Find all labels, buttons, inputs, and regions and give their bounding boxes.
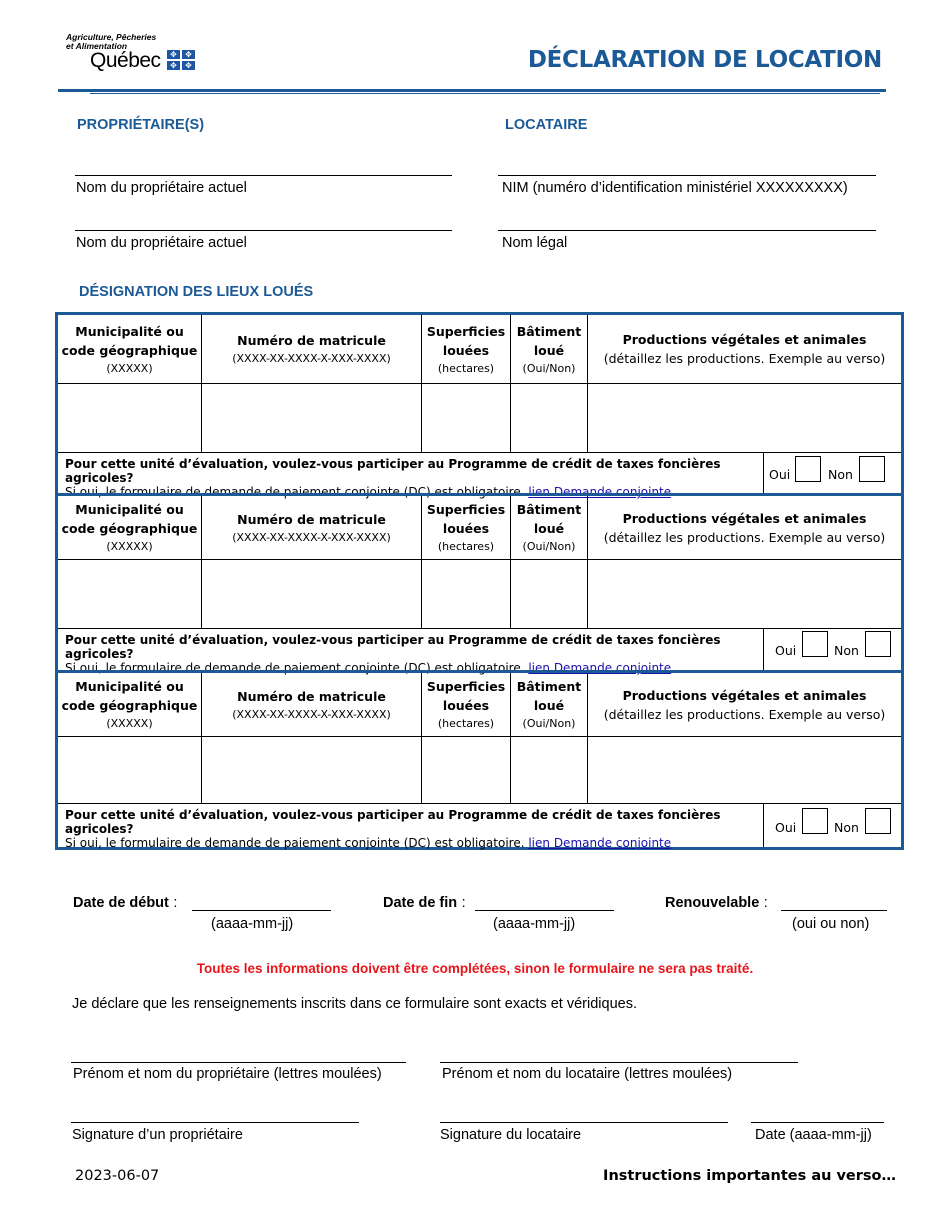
colon: : bbox=[173, 895, 178, 911]
input-area[interactable] bbox=[422, 384, 511, 453]
tax-credit-question: Pour cette unité d’évaluation, voulez-vous participer au Programme de crédit de taxes foncières agricoles? bbox=[65, 633, 721, 661]
input-productions[interactable] bbox=[588, 384, 901, 453]
fleur-de-lis-flag-icon bbox=[167, 50, 195, 70]
col-header-hint: (Oui/Non) bbox=[522, 717, 576, 730]
col-header-building bbox=[511, 496, 588, 560]
joint-request-link[interactable]: lien Demande conjointe bbox=[528, 836, 672, 850]
col-header-productions bbox=[588, 673, 901, 737]
document-title: DÉCLARATION DE LOCATION bbox=[527, 47, 882, 73]
start-date-label: Date de début bbox=[73, 895, 169, 911]
incomplete-warning: Toutes les informations doivent être complétées, sinon le formulaire ne sera pas traité. bbox=[196, 961, 754, 976]
input-matricule[interactable] bbox=[202, 560, 422, 629]
col-header-hint: (hectares) bbox=[437, 361, 495, 375]
no-checkbox[interactable] bbox=[865, 631, 891, 657]
tax-credit-note bbox=[65, 836, 763, 850]
logo-ministry-line2: et Alimentation bbox=[66, 41, 128, 51]
col-header-matricule bbox=[202, 673, 422, 737]
no-label: Non bbox=[834, 820, 859, 835]
instructions-note: Instructions importantes au verso… bbox=[603, 1168, 896, 1184]
col-header-hint: (XXXXX) bbox=[106, 540, 153, 553]
signature-date-label: Date (aaaa-mm-jj) bbox=[755, 1127, 872, 1143]
tenant-name-print-line[interactable] bbox=[440, 1062, 798, 1063]
col-header-hint: (XXXX-XX-XXXX-X-XXX-XXXX) bbox=[232, 530, 391, 544]
col-header-area bbox=[422, 673, 511, 737]
renewable-line[interactable] bbox=[781, 910, 887, 911]
yes-label: Oui bbox=[775, 643, 797, 658]
col-header-text: Superficies bbox=[426, 323, 506, 339]
question-cell bbox=[58, 629, 764, 675]
col-header-hint: (détaillez les productions. Exemple au verso) bbox=[603, 529, 886, 545]
renewable-hint: (oui ou non) bbox=[792, 916, 870, 932]
col-header-text: Municipalité ou bbox=[75, 679, 184, 694]
logo-name: Québec bbox=[90, 49, 161, 72]
no-label: Non bbox=[834, 643, 859, 658]
col-header-text: Numéro de matricule bbox=[237, 688, 386, 704]
input-productions[interactable] bbox=[588, 560, 901, 629]
owner-name-line-2[interactable] bbox=[75, 230, 452, 231]
tenant-legal-name-line[interactable] bbox=[498, 230, 876, 231]
col-header-text: Productions végétales et animales bbox=[622, 687, 867, 703]
input-matricule[interactable] bbox=[202, 384, 422, 453]
col-header-hint: (hectares) bbox=[437, 540, 495, 553]
col-header-hint: (Oui/Non) bbox=[522, 540, 576, 553]
tenant-nim-label: NIM (numéro d’identification ministériel XXXXXXXXX) bbox=[502, 180, 848, 196]
col-header-municipality bbox=[58, 315, 202, 384]
yes-checkbox[interactable] bbox=[802, 808, 828, 834]
col-header-text: Productions végétales et animales bbox=[622, 510, 867, 526]
flag-quadrant: ✥ bbox=[182, 61, 195, 70]
no-label: Non bbox=[828, 467, 853, 482]
end-date-field bbox=[383, 894, 466, 912]
input-municipality[interactable] bbox=[58, 737, 202, 804]
owner-name-label-1: Nom du propriétaire actuel bbox=[76, 180, 247, 196]
renewable-label: Renouvelable bbox=[665, 895, 760, 911]
premises-block-1 bbox=[55, 312, 904, 499]
tenant-nim-line[interactable] bbox=[498, 175, 876, 176]
tax-credit-question: Pour cette unité d’évaluation, voulez-vous participer au Programme de crédit de taxes foncières agricoles? bbox=[65, 457, 721, 485]
colon: : bbox=[763, 895, 768, 911]
end-date-hint: (aaaa-mm-jj) bbox=[493, 916, 576, 932]
header-rule bbox=[58, 89, 886, 92]
tax-credit-question: Pour cette unité d’évaluation, voulez-vous participer au Programme de crédit de taxes foncières agricoles? bbox=[65, 808, 721, 836]
header-rule-thin bbox=[90, 93, 880, 94]
start-date-hint: (aaaa-mm-jj) bbox=[211, 916, 294, 932]
note-text: Si oui, le formulaire de demande de paiement conjointe (DC) est obligatoire. bbox=[65, 836, 525, 850]
col-header-hint: (Oui/Non) bbox=[522, 361, 576, 375]
col-header-text: Superficies bbox=[426, 502, 506, 517]
input-building[interactable] bbox=[511, 737, 588, 804]
col-header-text: louées bbox=[442, 521, 490, 536]
owner-signature-label: Signature d’un propriétaire bbox=[72, 1127, 243, 1143]
yes-checkbox[interactable] bbox=[795, 456, 821, 482]
col-header-text: Municipalité ou bbox=[75, 323, 184, 339]
note-text: Si oui, le formulaire de demande de paiement conjointe (DC) est obligatoire. bbox=[65, 485, 525, 499]
col-header-area bbox=[422, 496, 511, 560]
input-building[interactable] bbox=[511, 560, 588, 629]
col-header-hint: (détaillez les productions. Exemple au verso) bbox=[603, 351, 886, 366]
owner-name-print-label: Prénom et nom du propriétaire (lettres moulées) bbox=[73, 1066, 382, 1082]
col-header-hint: (XXXX-XX-XXXX-X-XXX-XXXX) bbox=[232, 707, 391, 721]
owner-name-label-2: Nom du propriétaire actuel bbox=[76, 235, 247, 251]
yes-checkbox[interactable] bbox=[802, 631, 828, 657]
note-text: Si oui, le formulaire de demande de paiement conjointe (DC) est obligatoire. bbox=[65, 661, 525, 675]
col-header-municipality bbox=[58, 496, 202, 560]
start-date-line[interactable] bbox=[192, 910, 331, 911]
input-building[interactable] bbox=[511, 384, 588, 453]
input-municipality[interactable] bbox=[58, 384, 202, 453]
yes-label: Oui bbox=[775, 820, 797, 835]
col-header-text: code géographique bbox=[61, 521, 198, 536]
col-header-area bbox=[422, 315, 511, 384]
renewable-field bbox=[665, 894, 768, 912]
col-header-text: Numéro de matricule bbox=[237, 333, 386, 348]
yes-label: Oui bbox=[769, 467, 791, 482]
owner-name-print-line[interactable] bbox=[71, 1062, 406, 1063]
premises-block-2 bbox=[55, 493, 904, 673]
col-header-hint: (XXXXX) bbox=[106, 717, 153, 730]
col-header-text: Superficies bbox=[426, 679, 506, 694]
version-date: 2023-06-07 bbox=[75, 1168, 160, 1184]
col-header-matricule bbox=[202, 315, 422, 384]
input-area[interactable] bbox=[422, 737, 511, 804]
input-area[interactable] bbox=[422, 560, 511, 629]
col-header-text: louées bbox=[442, 342, 490, 358]
tenant-signature-line[interactable] bbox=[440, 1122, 728, 1123]
col-header-hint: (XXXX-XX-XXXX-X-XXX-XXXX) bbox=[232, 352, 391, 365]
col-header-building bbox=[511, 315, 588, 384]
col-header-text: louées bbox=[442, 698, 490, 713]
col-header-productions bbox=[588, 315, 901, 384]
col-header-text: Bâtiment bbox=[516, 502, 582, 517]
tenant-signature-label: Signature du locataire bbox=[440, 1127, 582, 1143]
col-header-text: code géographique bbox=[61, 342, 198, 358]
no-checkbox[interactable] bbox=[865, 808, 891, 834]
col-header-text: loué bbox=[533, 521, 565, 536]
flag-quadrant: ✥ bbox=[167, 50, 180, 59]
no-checkbox[interactable] bbox=[859, 456, 885, 482]
col-header-text: code géographique bbox=[61, 698, 198, 713]
col-header-text: loué bbox=[533, 698, 565, 713]
start-date-field bbox=[73, 894, 177, 912]
colon: : bbox=[461, 895, 466, 911]
end-date-line[interactable] bbox=[475, 910, 614, 911]
tenant-name-print-label: Prénom et nom du locataire (lettres moulées) bbox=[442, 1066, 733, 1082]
premises-block-3 bbox=[55, 670, 904, 850]
owner-name-line-1[interactable] bbox=[75, 175, 452, 176]
quebec-logo bbox=[66, 33, 206, 73]
col-header-matricule bbox=[202, 496, 422, 560]
col-header-text: Municipalité ou bbox=[75, 502, 184, 517]
signature-date-line[interactable] bbox=[751, 1122, 884, 1123]
flag-quadrant: ✥ bbox=[167, 61, 180, 70]
logo-ministry-line1: Agriculture, Pêcheries bbox=[66, 32, 157, 42]
declaration-text: Je déclare que les renseignements inscrits dans ce formulaire sont exacts et véridiques. bbox=[72, 996, 637, 1012]
col-header-hint: (XXXXX) bbox=[106, 361, 153, 375]
col-header-text: Bâtiment bbox=[516, 679, 582, 694]
col-header-hint: (détaillez les productions. Exemple au verso) bbox=[603, 706, 886, 722]
owner-heading: PROPRIÉTAIRE(S) bbox=[77, 117, 205, 133]
input-matricule[interactable] bbox=[202, 737, 422, 804]
question-cell bbox=[58, 453, 764, 499]
end-date-label: Date de fin bbox=[383, 895, 458, 911]
premises-heading: DÉSIGNATION DES LIEUX LOUÉS bbox=[79, 284, 314, 300]
col-header-building bbox=[511, 673, 588, 737]
question-cell bbox=[58, 804, 764, 850]
col-header-hint: (hectares) bbox=[437, 717, 495, 730]
col-header-municipality bbox=[58, 673, 202, 737]
joint-request-link[interactable]: lien Demande conjointe bbox=[528, 661, 672, 675]
input-municipality[interactable] bbox=[58, 560, 202, 629]
col-header-text: loué bbox=[533, 342, 565, 358]
tenant-heading: LOCATAIRE bbox=[505, 117, 588, 133]
joint-request-link[interactable]: lien Demande conjointe bbox=[528, 485, 672, 499]
col-header-productions bbox=[588, 496, 901, 560]
tenant-legal-name-label: Nom légal bbox=[502, 235, 568, 251]
col-header-text: Productions végétales et animales bbox=[622, 332, 867, 347]
owner-signature-line[interactable] bbox=[71, 1122, 359, 1123]
col-header-text: Numéro de matricule bbox=[237, 511, 386, 527]
col-header-text: Bâtiment bbox=[516, 323, 582, 339]
flag-quadrant: ✥ bbox=[182, 50, 195, 59]
input-productions[interactable] bbox=[588, 737, 901, 804]
